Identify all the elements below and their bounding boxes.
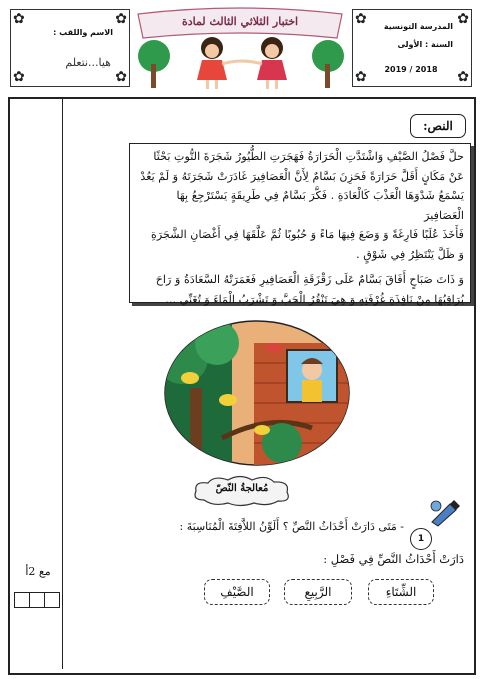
paragraph-2 [112,270,464,309]
slogan: هيا...نتعلم [65,56,111,69]
header [0,0,480,95]
question-number: 1 [417,534,425,544]
school-name: المدرسة التونسية [383,22,453,31]
score-cell[interactable] [30,592,45,608]
section-title: النص: [423,119,453,133]
flower-icon: ✿ [13,11,25,27]
text-line: وَ ذَاتَ صَبَاحٍ أَفَاقَ بَسَّامٌ عَلَى زَقْزَقَةِ الْعَصَافِيرِ فَغَمَرَتْهُ السَّعَادَةُ وَ رَاحَ [155,273,464,286]
score-grid [14,592,60,608]
exam-title: اختبار الثلاثي الثالث لمادة [181,15,299,28]
flower-icon: ✿ [115,11,127,27]
pencil-icon [428,496,464,528]
flower-icon: ✿ [355,69,367,85]
choice-spring[interactable]: الرَّبِيعِ [284,579,352,605]
score-column [10,99,63,669]
school-year: 2019 / 2018 [384,65,438,74]
score-label: مع 2أ [25,565,51,578]
flower-icon: ✿ [115,69,127,85]
name-label: الاسم واللقب : [53,28,113,37]
paragraph-1 [130,144,470,264]
score-cell[interactable] [45,592,60,608]
text-line: عَنْ مَكَانٍ أَقَلَّ حَرَارَةً فَحَزِنَ بَسَّامٌ لِأَنَّ الْعَصَافِيرَ غَادَرَتْ شَجَرَتَهُ وَ لَمْ يَعُدْ [140,169,464,183]
flower-icon: ✿ [355,11,367,27]
header-left-box [10,9,130,87]
story-illustration [162,318,352,468]
score-cell[interactable] [14,592,30,608]
text-line: يُرَاقِبُهَا مِنْ نَافِذَةِ غُرْفَتِهِ وَ هِيَ تَنْقُرُ الْحَبَّ وَ تَشْرَبُ الْمَاءَ وَ تُغَنِّي ... [165,292,464,306]
flower-icon: ✿ [457,11,469,27]
text-line: يَسْمَعُ شَدْوَهَا الْعَذْبَ كَالْعَادَةِ . فَكَّرَ بَسَّامٌ فِي طَرِيقَةٍ يَسْتَرْجِعُ بِهَا الْعَصَافِيرَ [176,189,464,222]
flower-icon: ✿ [457,69,469,85]
header-right-box [352,9,472,87]
answer-stem: دَارَتْ أَحْدَاثُ النَّصِّ فِي فَصْلِ : [323,552,464,566]
text-line: وَ ظَلَّ يَنْتَظِرُ فِي شَوْقٍ . [356,247,464,261]
text-line: حلَّ فَصْلُ الصَّيْفِ وَاشْتَدَّتِ الْحَرَارَةُ فَهَجَرَتِ الطُّيُورُ شَجَرَةَ التُّوتِ بَحْثًا [153,150,464,163]
section-title-box [410,114,466,138]
question-text: - مَتَى دَارَتْ أَحْدَاثُ النَّصِّ ؟ أَلَوِّنُ اللاَّفِتَةَ الْمُنَاسِبَةَ : [179,520,404,533]
cloud-label: مُعالجةُ النّصّ [215,483,269,494]
header-center [132,4,348,92]
grade-label: السنة : الأولى [397,40,453,49]
choice-winter[interactable]: الشِّتَاءِ [368,579,434,605]
flower-icon: ✿ [13,69,25,85]
text-line: فَأَخَذَ عُلَبًا فَارِغَةً وَ وَضَعَ فِيهَا مَاءً وَ حُبُوبًا ثُمَّ عَلَّقَهَا فِي أَغْصَانِ الشَّجَرَةِ [150,228,464,241]
choice-summer[interactable]: الصَّيْفِ [204,579,270,605]
question-number-badge [410,528,432,550]
